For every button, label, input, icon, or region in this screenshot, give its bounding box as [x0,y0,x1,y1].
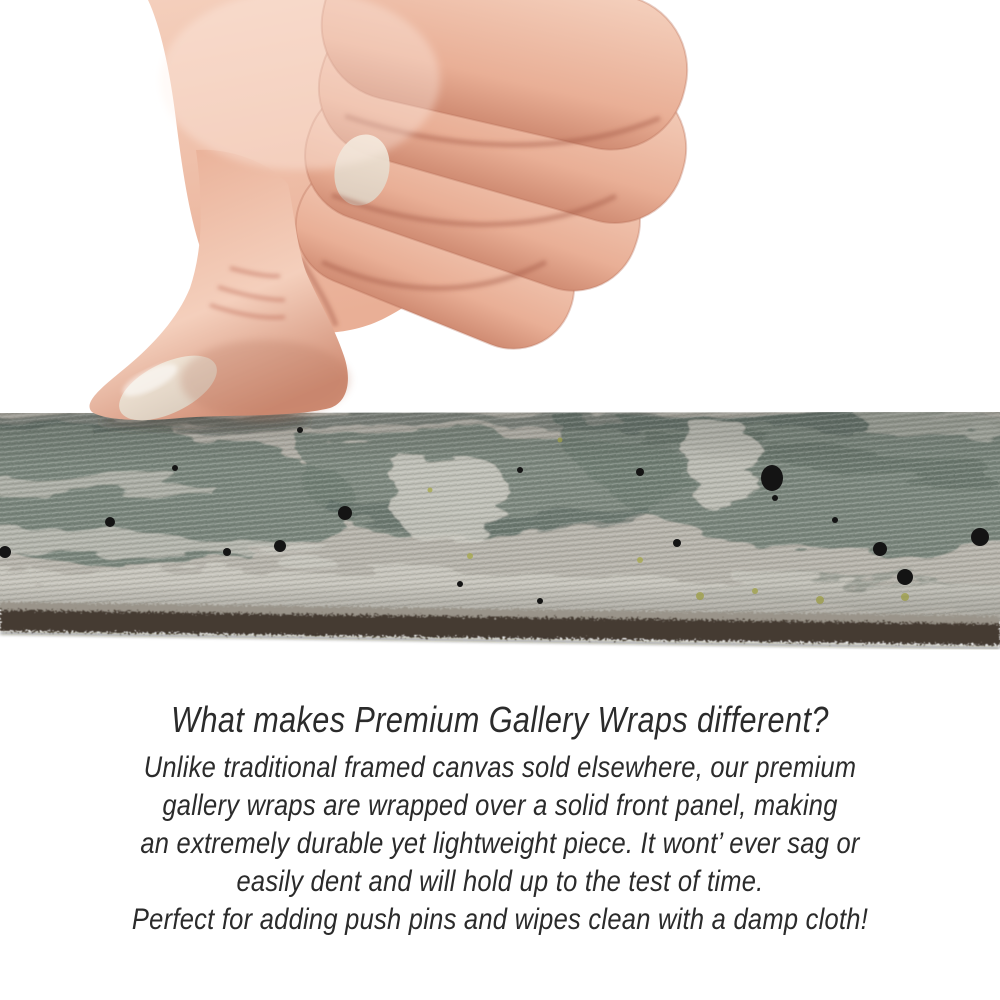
hand-pressing-thumb-photo [0,0,1000,470]
caption-line-3: an extremely durable yet lightweight piece. It wont’ ever sag or [140,827,860,860]
caption-line-1: Unlike traditional framed canvas sold elsewhere, our premium [143,751,857,784]
caption-line-2: gallery wraps are wrapped over a solid front panel, making [162,789,838,822]
thumb-pad-shading [180,340,350,420]
caption-line-4: easily dent and will hold up to the test of time. [236,865,764,898]
caption-heading: What makes Premium Gallery Wraps different? [171,699,829,740]
caption-line-5: Perfect for adding push pins and wipes clean with a damp cloth! [131,903,869,936]
caption [75,698,925,939]
